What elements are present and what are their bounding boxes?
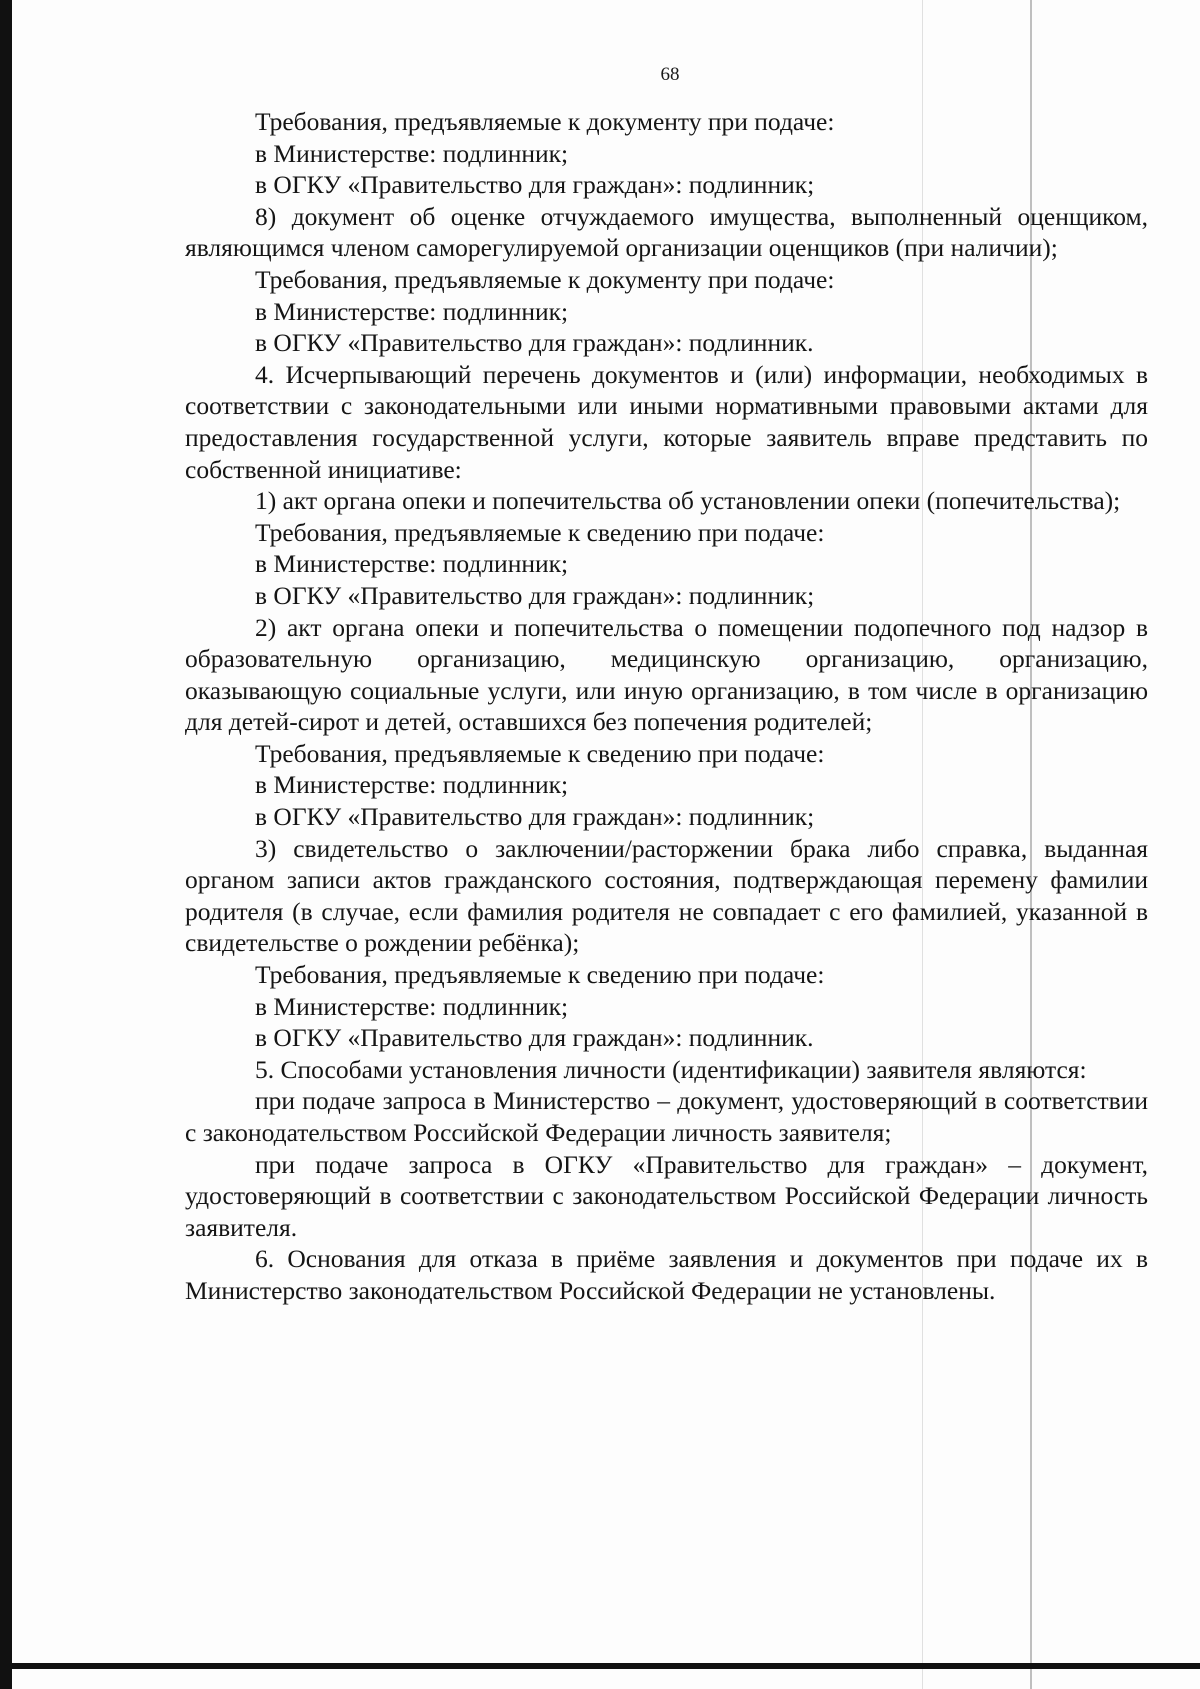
page-number: 68 xyxy=(660,64,680,85)
scan-border-left xyxy=(0,0,12,1689)
paragraph: в Министерстве: подлинник; xyxy=(255,138,569,168)
paragraph: в Министерстве: подлинник; xyxy=(255,770,569,800)
scan-border-bottom xyxy=(0,1663,1200,1669)
paragraph: при подаче запроса в Министерство – документ, удостоверяющий в соответствии с законодательством Российской Федерации личность заявителя; xyxy=(185,1086,1148,1147)
paragraph: в ОГКУ «Правительство для граждан»: подлинник. xyxy=(255,1023,814,1053)
section-paragraph: 6. Основания для отказа в приёме заявления и документов при подаче их в Министерство законодательством Российской Федерации не установлены. xyxy=(185,1244,1148,1305)
list-item: 1) акт органа опеки и попечительства об установлении опеки (попечительства); xyxy=(255,486,1121,516)
paragraph: в ОГКУ «Правительство для граждан»: подлинник; xyxy=(255,170,815,200)
paragraph: при подаче запроса в ОГКУ «Правительство для граждан» – документ, удостоверяющий в соответствии с законодательством Российской Федерации личность заявителя. xyxy=(185,1149,1148,1242)
paragraph: Требования, предъявляемые к сведению при подаче: xyxy=(255,960,825,990)
list-item: 2) акт органа опеки и попечительства о помещении подопечного под надзор в образовательную организацию, медицинскую организацию, организацию, оказывающую социальные услуги, или иную организацию, в том числе в организацию для детей-сирот и детей, оставшихся без попечения родителей; xyxy=(185,612,1148,737)
paragraph: в Министерстве: подлинник; xyxy=(255,549,569,579)
section-paragraph: 4. Исчерпывающий перечень документов и (или) информации, необходимых в соответствии с законодательными или иными нормативными правовыми актами для предоставления государственной услуги, которые заявитель вправе представить по собственной инициативе: xyxy=(185,359,1148,484)
paragraph: в Министерстве: подлинник; xyxy=(255,296,569,326)
list-item: 3) свидетельство о заключении/расторжении брака либо справка, выданная органом записи актов гражданского состояния, подтверждающая перемену фамилии родителя (в случае, если фамилия родителя не совпадает с его фамилией, указанной в свидетельстве о рождении ребёнка); xyxy=(185,833,1148,958)
paragraph: в Министерстве: подлинник; xyxy=(255,991,569,1021)
paragraph: Требования, предъявляемые к сведению при подаче: xyxy=(255,517,825,547)
paragraph: Требования, предъявляемые к документу при подаче: xyxy=(255,107,835,136)
paragraph: Требования, предъявляемые к сведению при подаче: xyxy=(255,738,825,768)
list-item: 8) документ об оценке отчуждаемого имущества, выполненный оценщиком, являющимся членом саморегулируемой организации оценщиков (при наличии); xyxy=(185,201,1148,263)
paragraph: в ОГКУ «Правительство для граждан»: подлинник; xyxy=(255,580,815,610)
paragraph: в ОГКУ «Правительство для граждан»: подлинник. xyxy=(255,328,814,358)
paragraph: Требования, предъявляемые к документу при подаче: xyxy=(255,264,835,294)
document-body xyxy=(185,106,1148,1307)
paragraph: в ОГКУ «Правительство для граждан»: подлинник; xyxy=(255,802,815,832)
section-paragraph: 5. Способами установления личности (идентификации) заявителя являются: xyxy=(255,1054,1087,1084)
